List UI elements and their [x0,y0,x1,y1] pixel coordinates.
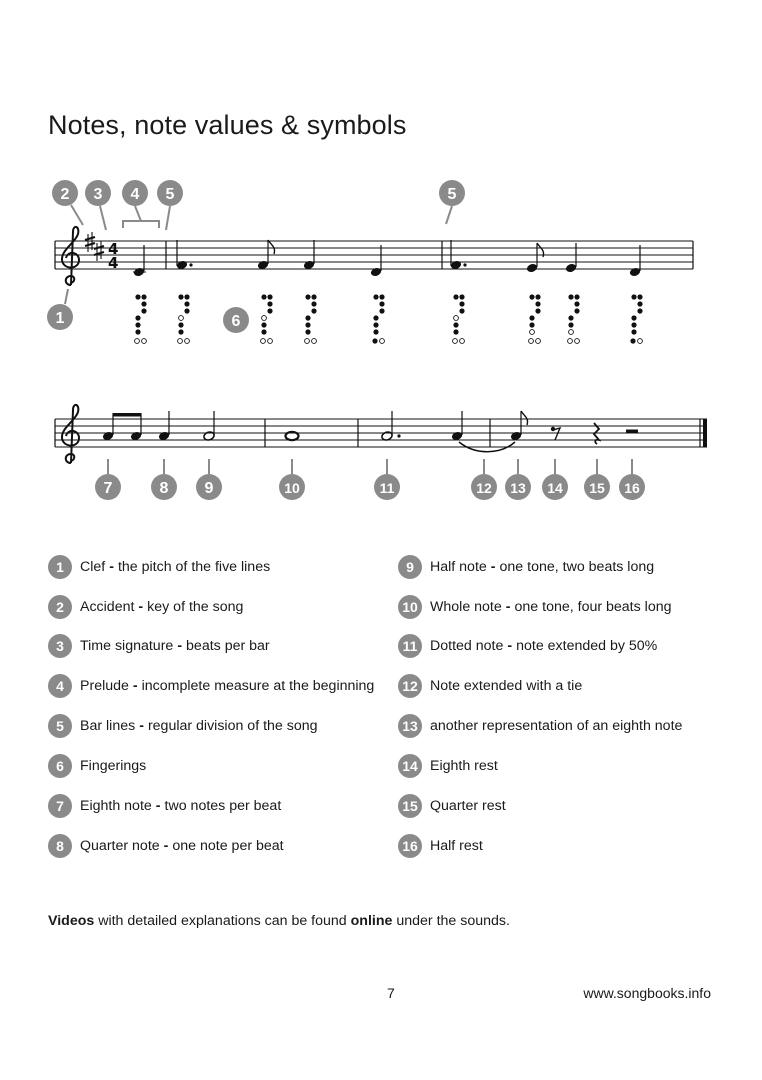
sharp-icon [85,232,95,252]
legend-description: beats per bar [186,638,270,654]
svg-text:6: 6 [231,313,241,330]
marker-15 [584,474,610,500]
treble-clef-icon [62,227,79,285]
fingering-chart-icon [568,294,580,343]
legend-number-badge: 15 [398,794,422,818]
svg-text:14: 14 [547,480,563,496]
svg-text:8: 8 [159,480,169,497]
legend-item [398,713,682,739]
legend-item [48,833,284,859]
legend-description: incomplete measure at the beginning [141,678,375,694]
time-signature-icon [108,240,118,272]
footnote-text-2: under the sounds. [392,913,510,929]
marker-16 [619,474,645,500]
legend-term: Fingerings [80,758,147,774]
legend-number-badge: 13 [398,714,422,738]
marker-14 [542,474,568,500]
svg-text:16: 16 [624,480,640,496]
svg-text:2: 2 [60,186,70,203]
legend-number-badge: 1 [48,555,72,579]
legend-number-badge: 2 [48,595,72,619]
legend-number-badge: 6 [48,754,72,778]
legend-number-badge: 5 [48,714,72,738]
staff-1 [55,241,693,269]
page-title: Notes, note values & symbols [48,110,407,140]
marker-1 [47,304,73,330]
legend-term: Half rest [430,838,483,854]
legend-term: Clef [80,559,106,575]
legend-separator: - [155,798,161,814]
svg-text:4: 4 [108,254,119,272]
legend-item [48,713,318,739]
legend-term: Half note [430,559,487,575]
legend-term: Whole note [430,599,502,615]
footnote-text-1: with detailed explanations can be found [94,913,351,929]
eighth-notes-beamed-icon [102,413,142,441]
svg-text:5: 5 [447,186,457,203]
legend-item [48,673,374,699]
legend-term: Quarter note [80,838,160,854]
legend-number-badge: 10 [398,595,422,619]
marker-3 [85,180,111,206]
svg-text:4: 4 [108,240,119,258]
marker-5-first [157,180,183,206]
fingering-chart-icon [135,294,147,343]
svg-text:5: 5 [165,186,175,203]
svg-text:9: 9 [204,480,214,497]
music-figure [0,0,762,520]
fingering-chart-icon [372,294,384,343]
footnote [48,913,510,929]
legend-term: Time signature [80,638,174,654]
legend-item [398,594,672,620]
treble-clef-icon [62,405,79,463]
legend-term: Eighth rest [430,758,498,774]
legend-item [398,793,506,819]
legend-item [48,793,281,819]
legend-number-badge: 11 [398,634,422,658]
legend-separator: - [132,678,138,694]
legend-separator: - [163,838,169,854]
legend-item [398,554,654,580]
legend-item [398,633,657,659]
legend-separator: - [138,599,144,615]
svg-text:7: 7 [103,480,113,497]
legend-separator: - [139,718,144,734]
legend-item [48,554,270,580]
svg-text:10: 10 [284,480,300,496]
legend-separator: - [109,559,114,575]
marker-13 [505,474,531,500]
legend-separator: - [490,559,496,575]
legend-term: Note extended with a tie [430,678,583,694]
legend-term: Eighth note [80,798,152,814]
legend-description: one note per beat [172,838,284,854]
marker-9 [196,474,222,500]
legend-description: two notes per beat [164,798,282,814]
legend-number-badge: 7 [48,794,72,818]
fingering-chart-icon [529,294,541,343]
legend-number-badge: 9 [398,555,422,579]
marker-11 [374,474,400,500]
legend-item [398,753,498,779]
fingering-chart-icon [178,294,190,343]
final-barline-thick [703,419,707,447]
svg-text:1: 1 [55,310,65,327]
marker-8 [151,474,177,500]
legend-number-badge: 14 [398,754,422,778]
svg-text:4: 4 [130,186,140,203]
legend-number-badge: 16 [398,834,422,858]
legend-description: regular division of the song [147,718,318,734]
marker-5-second [439,180,465,206]
legend-number-badge: 3 [48,634,72,658]
svg-text:12: 12 [476,480,492,496]
note-icon [133,245,146,277]
legend-term: another representation of an eighth note [430,718,683,734]
legend-item [48,594,243,620]
marker-6 [223,307,249,333]
legend-term: Prelude [80,678,129,694]
legend-separator: - [177,638,183,654]
note-icon [629,245,641,277]
note-icon [370,245,382,277]
legend-separator: - [507,638,513,654]
svg-text:13: 13 [510,480,526,496]
legend-separator: - [505,599,511,615]
marker-2 [52,180,78,206]
svg-text:3: 3 [93,186,103,203]
marker-12 [471,474,497,500]
sharp-icon [94,241,104,261]
website-url: www.songbooks.info [583,985,711,1001]
marker-10 [279,474,305,500]
legend-number-badge: 12 [398,674,422,698]
fingering-chart-icon [453,294,465,343]
staff-2 [55,419,707,447]
fingering-chart-icon [305,294,317,343]
legend-number-badge: 8 [48,834,72,858]
legend-term: Accident [80,599,135,615]
legend-term: Dotted note [430,638,504,654]
legend-description: the pitch of the five lines [117,559,271,575]
svg-text:11: 11 [379,480,395,496]
legend-description: note extended by 50% [516,638,658,654]
footnote-bold-online: online [350,913,393,929]
legend-item [398,833,483,859]
half-rest-icon [626,430,638,434]
legend-item [48,753,146,779]
marker-7 [95,474,121,500]
svg-text:15: 15 [589,480,605,496]
fingering-chart-icon [630,294,642,343]
legend-description: key of the song [147,599,244,615]
legend-number-badge: 4 [48,674,72,698]
legend-term: Bar lines [80,718,136,734]
legend-item [48,633,270,659]
legend-description: one tone, two beats long [499,559,655,575]
footnote-bold-videos: Videos [48,913,95,929]
legend-item [398,673,582,699]
legend-description: one tone, four beats long [514,599,672,615]
pointer-lines-bottom [108,459,632,474]
marker-4 [122,180,148,206]
page-number: 7 [387,985,395,1001]
legend-term: Quarter rest [430,798,506,814]
fingering-chart-icon [261,294,273,343]
